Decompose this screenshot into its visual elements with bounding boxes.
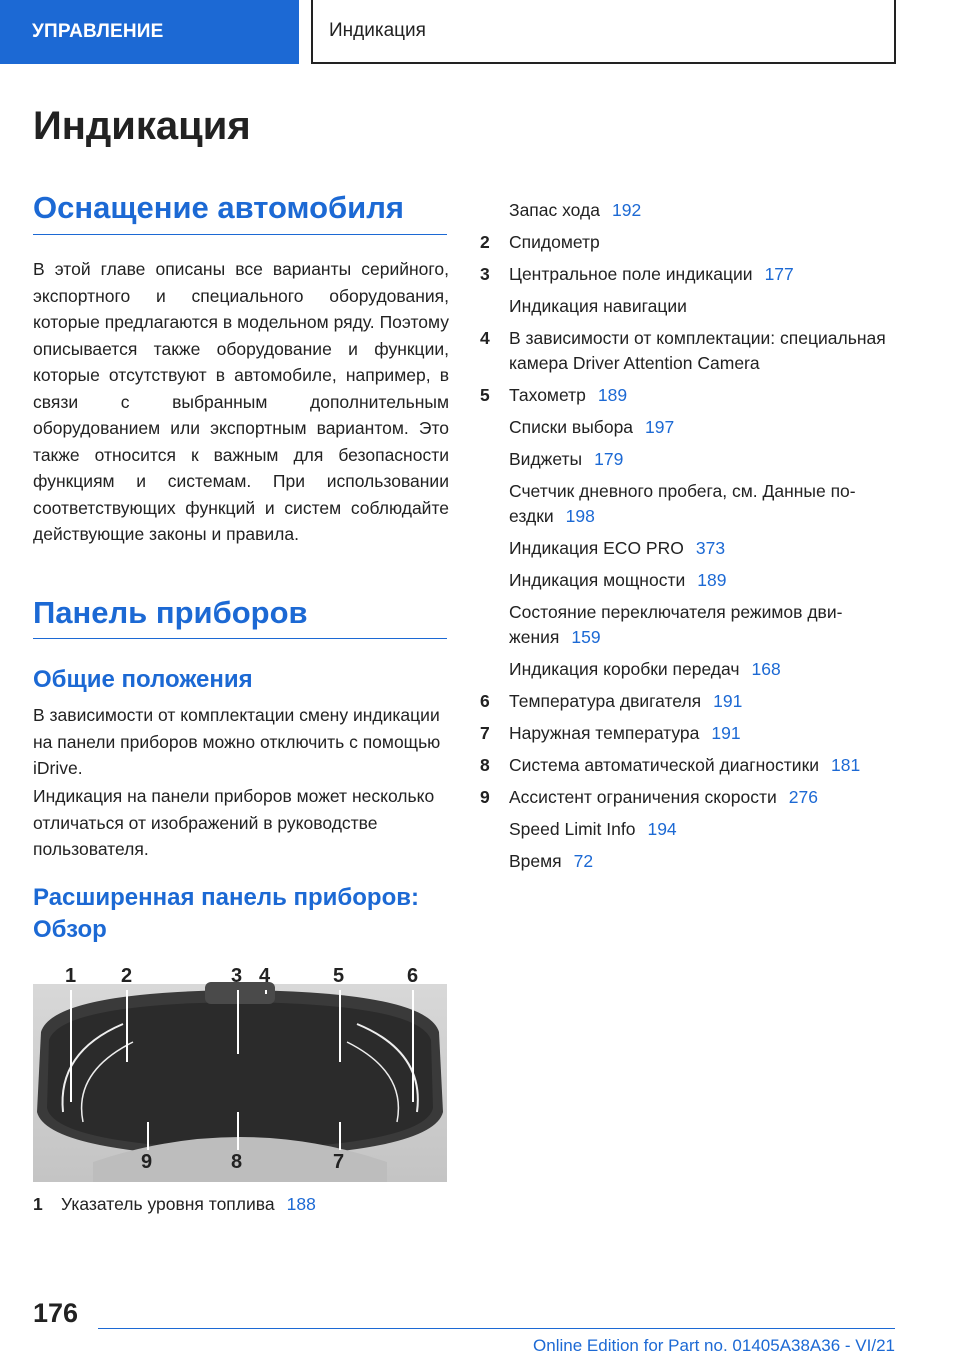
legend-row — [480, 294, 900, 319]
page-ref-link[interactable]: 177 — [764, 264, 794, 284]
callout-3: 3 — [231, 965, 243, 987]
page-ref-link[interactable]: 197 — [645, 417, 675, 437]
legend-row — [480, 230, 900, 255]
legend-number: 2 — [480, 232, 490, 252]
legend-row — [33, 1192, 453, 1217]
page-ref-link[interactable]: 168 — [751, 659, 781, 679]
legend-number — [480, 600, 509, 650]
overview-heading: Расширенная панель приборов: Обзор — [33, 884, 419, 943]
legend-row — [480, 600, 900, 650]
callout-9: 9 — [141, 1151, 153, 1173]
topic-tab: Индикация — [311, 0, 896, 64]
legend-text: Центральное поле индикации 177 — [509, 264, 794, 284]
legend-number: 3 — [480, 264, 490, 284]
equipment-heading: Оснащение автомобиля — [33, 190, 404, 225]
page-ref-link[interactable]: 192 — [611, 200, 642, 220]
legend-row — [480, 689, 900, 714]
cluster-screen — [47, 1002, 433, 1150]
legend-row — [480, 479, 900, 529]
heading-rule — [33, 234, 447, 235]
legend-row — [480, 383, 900, 408]
legend-number: 6 — [480, 691, 490, 711]
legend-number — [480, 415, 509, 440]
legend-number: 8 — [480, 755, 490, 775]
legend-text: Speed Limit Info 194 — [509, 819, 677, 839]
page-number: 176 — [33, 1298, 79, 1328]
callout-2: 2 — [121, 965, 133, 987]
legend-text: Наружная температура 191 — [509, 723, 741, 743]
legend-number — [480, 479, 509, 529]
legend-row — [480, 415, 900, 440]
page-ref-link[interactable]: 159 — [571, 627, 601, 647]
legend-number — [480, 294, 509, 319]
page-ref-link[interactable]: 191 — [711, 723, 741, 743]
legend-text: Запас хода 192 — [509, 200, 642, 220]
legend-number — [480, 657, 509, 682]
legend-number — [480, 817, 509, 842]
legend-number: 5 — [480, 385, 490, 405]
callout-4: 4 — [259, 965, 271, 987]
page-title: Индикация — [33, 104, 251, 148]
general-heading: Общие положения — [33, 666, 253, 693]
legend-text: Индикация мощности 189 — [509, 570, 727, 590]
instrument-cluster-illustration — [33, 962, 447, 1182]
legend-row — [480, 817, 900, 842]
legend-text: Счетчик дневного пробега, см. Данные поездки 198 — [509, 481, 856, 526]
legend-row — [480, 849, 900, 874]
general-paragraph-2: Индикация на панели приборов может несколько отличаться от изображений в руководстве пользователя. — [33, 786, 435, 859]
legend-number: 7 — [480, 723, 490, 743]
legend-row — [480, 447, 900, 472]
legend-text: Состояние переключателя режимов движения 159 — [509, 602, 843, 647]
legend-row — [480, 568, 900, 593]
legend-text: Система автоматической диагностики 181 — [509, 755, 861, 775]
general-paragraph-1: В зависимости от комплектации смену индикации на панели приборов можно отключить с помощью iDrive. — [33, 705, 441, 778]
legend-text: Индикация ECO PRO 373 — [509, 538, 726, 558]
legend-row — [480, 198, 900, 223]
callout-1: 1 — [65, 965, 77, 987]
legend-text: Указатель уровня топлива 188 — [61, 1194, 316, 1214]
heading-rule — [33, 638, 447, 639]
callout-5: 5 — [333, 965, 345, 987]
legend-text: Виджеты 179 — [509, 449, 624, 469]
legend-row — [480, 262, 900, 287]
section-tab: УПРАВЛЕНИЕ — [0, 0, 299, 64]
footer-rule — [98, 1328, 895, 1329]
legend-text: Ассистент ограничения скорости 276 — [509, 787, 818, 807]
legend-text: Спидометр — [509, 232, 600, 252]
legend-row — [480, 326, 900, 376]
page-ref-link[interactable]: 72 — [573, 851, 594, 871]
legend-text: Тахометр 189 — [509, 385, 628, 405]
page-ref-link[interactable]: 191 — [713, 691, 743, 711]
page-ref-link[interactable]: 189 — [697, 570, 727, 590]
edition-footer: Online Edition for Part no. 01405A38A36 - VI/21 — [533, 1336, 895, 1355]
legend-number: 1 — [33, 1194, 43, 1214]
legend-number: 4 — [480, 328, 490, 348]
legend-number — [480, 198, 509, 223]
callout-8: 8 — [231, 1151, 243, 1173]
page-ref-link[interactable]: 198 — [565, 506, 595, 526]
legend-text: Индикация навигации — [509, 296, 687, 316]
page-ref-link[interactable]: 179 — [594, 449, 624, 469]
legend-number — [480, 536, 509, 561]
equipment-paragraph: В этой главе описаны все варианты серийного, экспортного и специального оборудования, которые предлагаются в модельном ряду. Поэтому описывается также оборудование и функции, которые отсутствуют в автомобиле, например, в связи с выбранным дополнительным оборудованием или экспортным вариантом. Это также относится к важным для безопасности функциям и системам. При использовании соответствующих функций и систем соблюдайте действующие законы и правила. — [33, 259, 449, 544]
callout-6: 6 — [407, 965, 419, 987]
legend-row — [480, 657, 900, 682]
page-ref-link[interactable]: 276 — [788, 787, 818, 807]
page-ref-link[interactable]: 373 — [695, 538, 726, 558]
page-ref-link[interactable]: 181 — [831, 755, 861, 775]
legend-number — [480, 849, 509, 874]
cluster-heading: Панель приборов — [33, 595, 308, 630]
callout-7: 7 — [333, 1151, 345, 1173]
page-ref-link[interactable]: 189 — [597, 385, 628, 405]
legend-row — [480, 536, 900, 561]
legend-text: Температура двигателя 191 — [509, 691, 743, 711]
legend-text: Списки выбора 197 — [509, 417, 675, 437]
legend-text: Время 72 — [509, 851, 594, 871]
page-ref-link[interactable]: 188 — [286, 1194, 316, 1214]
legend-row — [480, 785, 900, 810]
page-ref-link[interactable]: 194 — [647, 819, 677, 839]
legend-row — [480, 753, 900, 778]
legend-number — [480, 568, 509, 593]
legend-text: Индикация коробки передач 168 — [509, 659, 781, 679]
legend-row — [480, 721, 900, 746]
legend-text: В зависимости от комплектации: специальная камера Driver Attention Camera — [509, 328, 886, 373]
legend-number — [480, 447, 509, 472]
legend-number: 9 — [480, 787, 490, 807]
legend-list — [480, 198, 900, 881]
